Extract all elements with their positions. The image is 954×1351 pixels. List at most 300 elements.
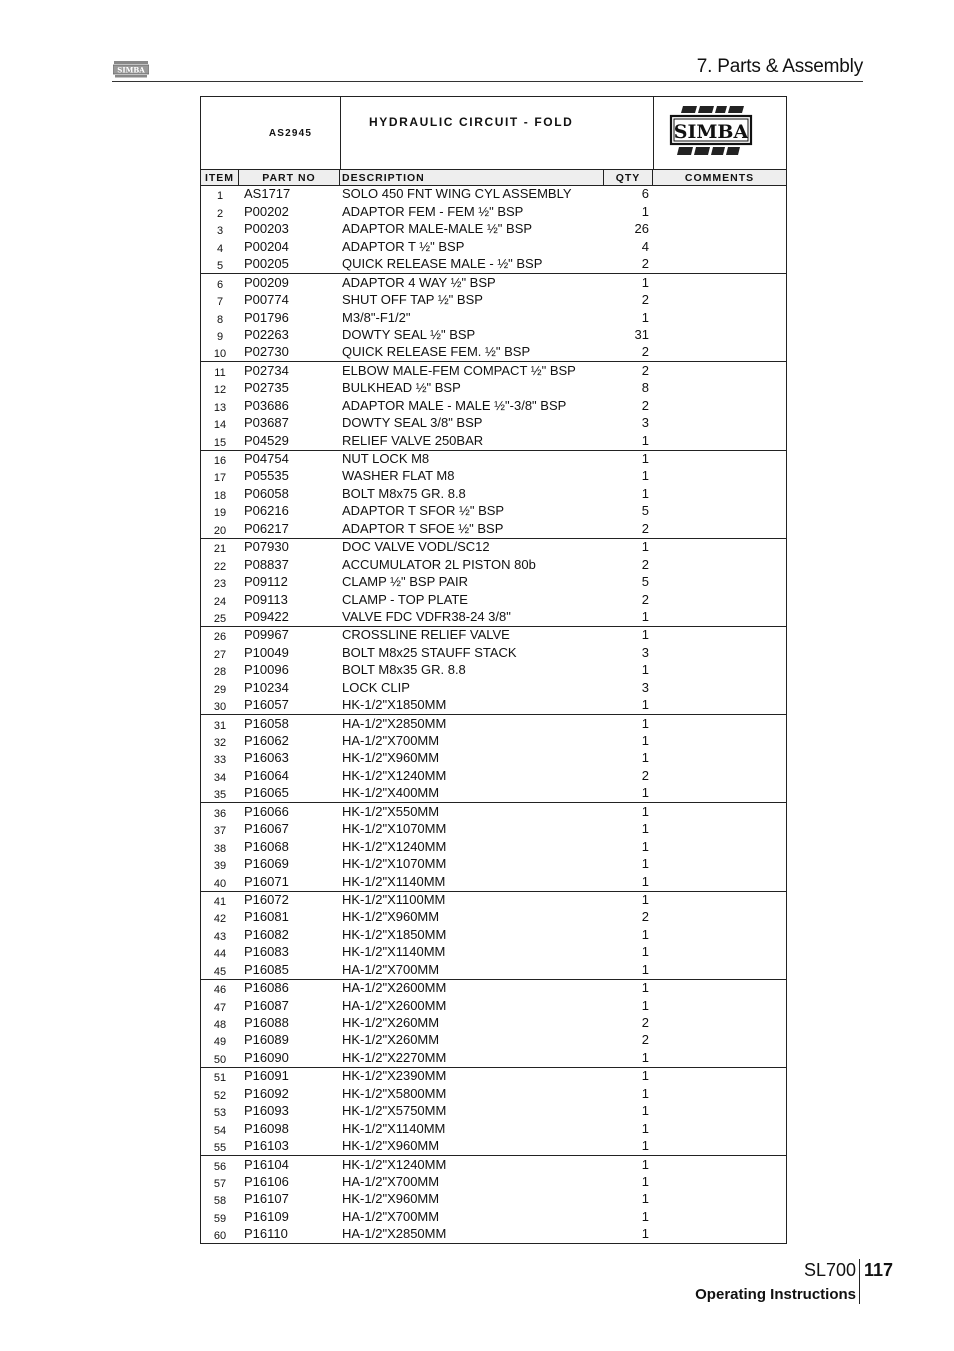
- item-number: 22: [213, 560, 227, 573]
- table-row: [201, 485, 786, 502]
- part-number: P04754: [244, 451, 289, 466]
- item-number: 20: [213, 524, 227, 537]
- part-description: HK-1/2"X1140MM: [342, 873, 446, 889]
- quantity: 5: [641, 574, 649, 590]
- table-row: [201, 1103, 786, 1120]
- quantity: 1: [641, 961, 649, 977]
- part-description: HK-1/2"X5750MM: [342, 1103, 447, 1119]
- page-number: 117: [864, 1260, 894, 1280]
- part-number: P16063: [244, 750, 289, 766]
- item-number: 43: [213, 930, 227, 943]
- item-number: 13: [213, 401, 227, 414]
- table-row: [201, 926, 786, 943]
- quantity: 1: [641, 1191, 649, 1207]
- table-row: [201, 1191, 786, 1208]
- table-row: [201, 909, 786, 926]
- quantity: 2: [641, 1032, 649, 1048]
- column-header-row: [200, 169, 787, 186]
- item-number: 49: [213, 1036, 227, 1049]
- quantity: 2: [641, 520, 649, 536]
- item-number: 21: [213, 543, 227, 556]
- quantity: 1: [641, 1156, 649, 1172]
- footer-divider: [859, 1259, 860, 1304]
- part-number: P16067: [244, 821, 289, 837]
- quantity: 1: [641, 432, 649, 448]
- quantity: 2: [641, 397, 649, 413]
- quantity: 1: [641, 926, 649, 942]
- item-number: 31: [213, 719, 227, 732]
- footer-subtitle: Operating Instructions: [695, 1286, 856, 1303]
- item-number: 55: [213, 1142, 227, 1155]
- part-number: P16107: [244, 1191, 289, 1207]
- quantity: 1: [641, 608, 649, 624]
- part-number: P02263: [244, 326, 289, 342]
- table-row: [201, 1174, 786, 1191]
- part-number: P00205: [244, 256, 289, 272]
- part-description: HK-1/2"X5800MM: [342, 1085, 447, 1101]
- table-row: [201, 1226, 786, 1243]
- header-rule: [112, 81, 863, 82]
- item-number: 40: [213, 877, 227, 890]
- table-row: [201, 591, 786, 608]
- table-row: [201, 644, 786, 661]
- part-description: CLAMP - TOP PLATE: [342, 591, 468, 607]
- table-row: [201, 574, 786, 591]
- part-description: ACCUMULATOR 2L PISTON 80b: [342, 556, 536, 572]
- part-description: ELBOW MALE-FEM COMPACT ½" BSP: [342, 362, 576, 378]
- item-number: 41: [213, 895, 227, 908]
- item-number: 26: [213, 631, 227, 644]
- table-row: [201, 785, 786, 802]
- brand-logo-text: SIMBA: [673, 121, 749, 143]
- part-description: DOWTY SEAL 3/8" BSP: [342, 415, 483, 431]
- part-number: P16069: [244, 856, 289, 872]
- table-row: [201, 361, 786, 379]
- item-number: 18: [213, 489, 227, 502]
- part-description: HK-1/2"X960MM: [342, 909, 440, 925]
- quantity: 5: [641, 503, 649, 519]
- part-number: P16081: [244, 909, 289, 925]
- quantity: 2: [641, 767, 649, 783]
- part-description: DOWTY SEAL ½" BSP: [342, 326, 476, 342]
- part-number: P16065: [244, 785, 289, 801]
- item-number: 29: [213, 683, 227, 696]
- part-description: HK-1/2"X960MM: [342, 1191, 440, 1207]
- parts-list: [200, 96, 787, 1244]
- table-row: [201, 714, 786, 732]
- table-row: [201, 256, 786, 273]
- quantity: 2: [641, 362, 649, 378]
- part-description: HK-1/2"X1140MM: [342, 944, 446, 960]
- part-description: ADAPTOR T SFOE ½" BSP: [342, 520, 504, 536]
- col-comments: COMMENTS: [684, 171, 755, 184]
- quantity: 1: [641, 1049, 649, 1065]
- part-description: CROSSLINE RELIEF VALVE: [342, 627, 510, 643]
- part-number: P00202: [244, 203, 289, 219]
- part-number: P16058: [244, 715, 289, 731]
- table-row: [201, 327, 786, 344]
- part-description: HK-1/2"X2390MM: [342, 1068, 447, 1084]
- item-number: 12: [213, 384, 227, 397]
- part-number: P09112: [244, 574, 288, 590]
- part-number: AS1717: [244, 186, 291, 202]
- quantity: 26: [634, 221, 649, 237]
- table-row: [201, 520, 786, 537]
- part-number: P16062: [244, 733, 289, 748]
- part-number: P16071: [244, 873, 289, 889]
- part-number: P16089: [244, 1032, 289, 1048]
- quantity: 1: [641, 856, 649, 872]
- table-row: [201, 679, 786, 696]
- item-number: 7: [216, 296, 224, 309]
- item-number: 23: [213, 578, 227, 591]
- part-number: P16103: [244, 1138, 289, 1154]
- quantity: 3: [641, 644, 649, 660]
- part-number: P16106: [244, 1173, 289, 1189]
- col-description: DESCRIPTION: [340, 170, 604, 185]
- part-description: ADAPTOR MALE - MALE ½"-3/8" BSP: [342, 397, 567, 413]
- table-row: [201, 221, 786, 238]
- item-number: 4: [216, 242, 224, 255]
- part-description: ADAPTOR 4 WAY ½" BSP: [342, 274, 496, 290]
- quantity: 1: [641, 1138, 649, 1154]
- part-description: HK-1/2"X1240MM: [342, 838, 447, 854]
- item-number: 16: [213, 455, 227, 467]
- quantity: 2: [641, 256, 649, 272]
- quantity: 1: [641, 203, 649, 219]
- quantity: 2: [641, 556, 649, 572]
- col-qty: QTY: [604, 170, 653, 185]
- part-number: P16082: [244, 926, 289, 942]
- item-number: 37: [213, 825, 227, 838]
- part-description: HK-1/2"X1850MM: [342, 697, 447, 713]
- table-row: [201, 450, 786, 468]
- part-description: HA-1/2"X700MM: [342, 1208, 440, 1224]
- quantity: 1: [641, 1173, 649, 1189]
- quantity: 1: [641, 1085, 649, 1101]
- quantity: 3: [641, 679, 649, 695]
- part-number: P16098: [244, 1120, 289, 1136]
- part-number: P16109: [244, 1208, 289, 1224]
- svg-text:SIMBA: SIMBA: [117, 65, 145, 75]
- item-number: 56: [213, 1160, 227, 1173]
- part-number: P10234: [244, 679, 289, 695]
- table-row: [201, 1049, 786, 1066]
- part-description: HK-1/2"X260MM: [342, 1015, 440, 1030]
- quantity: 1: [641, 785, 649, 801]
- table-row: [201, 556, 786, 573]
- quantity: 1: [641, 309, 649, 325]
- part-number: P16104: [244, 1156, 289, 1172]
- item-number: 60: [213, 1230, 227, 1243]
- table-row: [201, 697, 786, 714]
- part-number: P16068: [244, 838, 289, 854]
- item-number: 15: [213, 436, 227, 449]
- simba-logo-icon: [113, 60, 149, 78]
- quantity: 1: [641, 733, 649, 748]
- part-number: P02734: [244, 362, 289, 378]
- table-row: [201, 997, 786, 1014]
- part-description: HK-1/2"X400MM: [342, 785, 440, 801]
- item-number: 3: [216, 225, 224, 238]
- table-row: [201, 626, 786, 644]
- table-row: [201, 856, 786, 873]
- part-number: P06216: [244, 503, 289, 519]
- quantity: 31: [634, 326, 649, 342]
- quantity: 1: [641, 980, 649, 996]
- part-number: P16086: [244, 980, 289, 996]
- part-description: SOLO 450 FNT WING CYL ASSEMBLY: [342, 186, 572, 202]
- part-description: HA-1/2"X2600MM: [342, 980, 447, 996]
- part-description: HA-1/2"X700MM: [342, 733, 440, 748]
- quantity: 1: [641, 750, 649, 766]
- item-number: 53: [213, 1107, 227, 1120]
- item-number: 11: [214, 366, 226, 379]
- item-number: 28: [213, 666, 227, 679]
- part-description: HK-1/2"X1100MM: [342, 891, 446, 907]
- part-description: LOCK CLIP: [342, 679, 410, 695]
- part-number: P06217: [244, 520, 289, 536]
- quantity: 1: [641, 697, 649, 713]
- quantity: 1: [641, 539, 649, 555]
- part-number: P16110: [244, 1226, 288, 1242]
- quantity: 1: [641, 1068, 649, 1084]
- item-number: 24: [213, 595, 227, 608]
- quantity: 1: [641, 468, 649, 484]
- quantity: 6: [641, 186, 649, 202]
- table-row: [201, 538, 786, 556]
- table-row: [201, 1067, 786, 1085]
- item-number: 25: [213, 612, 227, 625]
- item-number: 34: [213, 771, 227, 784]
- item-number: 27: [213, 648, 227, 661]
- part-number: P00774: [244, 292, 289, 308]
- part-description: BOLT M8x25 STAUFF STACK: [342, 644, 517, 660]
- part-number: P16093: [244, 1103, 289, 1119]
- part-description: CLAMP ½" BSP PAIR: [342, 574, 469, 590]
- part-description: SHUT OFF TAP ½" BSP: [342, 292, 483, 308]
- table-row: [201, 503, 786, 520]
- table-row: [201, 944, 786, 961]
- quantity: 1: [641, 1208, 649, 1224]
- part-number: P16090: [244, 1049, 289, 1065]
- part-number: P16092: [244, 1085, 289, 1101]
- part-description: HK-1/2"X1240MM: [342, 1156, 447, 1172]
- part-number: P16087: [244, 997, 289, 1013]
- parts-list-header: [200, 96, 787, 169]
- part-description: DOC VALVE VODL/SC12: [342, 539, 490, 555]
- table-row: [201, 891, 786, 909]
- item-number: 8: [216, 313, 224, 326]
- quantity: 1: [641, 627, 649, 643]
- table-row: [201, 802, 786, 820]
- part-number: P02730: [244, 344, 289, 360]
- part-number: P09113: [244, 591, 288, 607]
- part-number: P16066: [244, 803, 289, 819]
- table-row: [201, 203, 786, 220]
- item-number: 36: [213, 807, 227, 820]
- table-row: [201, 1085, 786, 1102]
- quantity: 1: [641, 944, 649, 960]
- part-description: HA-1/2"X700MM: [342, 961, 440, 977]
- quantity: 1: [641, 997, 649, 1013]
- part-description: HK-1/2"X2270MM: [342, 1049, 447, 1065]
- part-description: BOLT M8x35 GR. 8.8: [342, 662, 466, 678]
- table-row: [201, 1120, 786, 1137]
- quantity: 2: [641, 292, 649, 308]
- col-item: ITEM: [201, 170, 239, 185]
- part-number: P01796: [244, 309, 289, 325]
- part-number: P16085: [244, 961, 289, 977]
- assembly-code: AS2945: [268, 127, 313, 139]
- part-number: P08837: [244, 556, 289, 572]
- item-number: 38: [213, 842, 227, 855]
- part-number: P02735: [244, 380, 289, 396]
- part-description: HK-1/2"X1850MM: [342, 926, 447, 942]
- part-number: P09422: [244, 608, 289, 624]
- table-row: [201, 1015, 786, 1032]
- col-part-no: PART NO: [239, 170, 340, 185]
- item-number: 39: [213, 860, 227, 873]
- table-bottom-rule: [200, 1243, 787, 1244]
- quantity: 1: [641, 715, 649, 731]
- quantity: 1: [641, 873, 649, 889]
- part-description: ADAPTOR MALE-MALE ½" BSP: [342, 221, 533, 237]
- part-number: P16072: [244, 891, 289, 907]
- part-description: HK-1/2"X550MM: [342, 803, 440, 819]
- table-row: [201, 821, 786, 838]
- item-number: 45: [213, 965, 227, 978]
- item-number: 19: [213, 507, 227, 520]
- part-description: HK-1/2"X1240MM: [342, 767, 447, 783]
- item-number: 14: [213, 419, 227, 432]
- part-description: ADAPTOR T SFOR ½" BSP: [342, 503, 505, 519]
- quantity: 1: [641, 821, 649, 837]
- table-row: [201, 1208, 786, 1225]
- item-number: 30: [213, 701, 227, 714]
- quantity: 4: [641, 238, 649, 254]
- table-row: [201, 838, 786, 855]
- part-number: P16091: [244, 1068, 289, 1084]
- quantity: 3: [641, 415, 649, 431]
- part-description: VALVE FDC VDFR38-24 3/8": [342, 608, 511, 624]
- part-description: WASHER FLAT M8: [342, 468, 455, 484]
- table-row: [201, 415, 786, 432]
- quantity: 1: [641, 274, 649, 290]
- item-number: 46: [213, 984, 227, 997]
- table-row: [201, 979, 786, 997]
- item-number: 5: [216, 260, 224, 273]
- part-number: P16064: [244, 767, 289, 783]
- part-number: P10096: [244, 662, 289, 678]
- part-description: HK-1/2"X260MM: [342, 1032, 440, 1048]
- part-description: HK-1/2"X1140MM: [342, 1120, 446, 1136]
- part-description: HA-1/2"X2850MM: [342, 715, 447, 731]
- quantity: 1: [641, 1120, 649, 1136]
- table-row: [201, 344, 786, 361]
- quantity: 1: [641, 1226, 649, 1242]
- table-row: [201, 238, 786, 255]
- simba-brand-logo: [669, 103, 753, 159]
- part-number: P04529: [244, 432, 289, 448]
- parts-rows: [200, 186, 787, 1243]
- table-row: [201, 733, 786, 750]
- part-number: P07930: [244, 539, 289, 555]
- part-description: NUT LOCK M8: [342, 451, 430, 466]
- item-number: 6: [216, 278, 224, 291]
- table-row: [201, 750, 786, 767]
- table-row: [201, 186, 786, 203]
- quantity: 1: [641, 662, 649, 678]
- part-number: P06058: [244, 485, 289, 501]
- part-description: HK-1/2"X960MM: [342, 750, 440, 766]
- part-description: ADAPTOR T ½" BSP: [342, 238, 465, 254]
- table-row: [201, 468, 786, 485]
- table-row: [201, 380, 786, 397]
- item-number: 44: [213, 948, 227, 961]
- quantity: 2: [641, 1015, 649, 1030]
- item-number: 51: [213, 1072, 227, 1085]
- item-number: 2: [216, 207, 224, 220]
- part-description: HA-1/2"X700MM: [342, 1173, 440, 1189]
- part-description: HA-1/2"X2600MM: [342, 997, 447, 1013]
- table-row: [201, 292, 786, 309]
- item-number: 32: [213, 737, 227, 749]
- part-description: HA-1/2"X2850MM: [342, 1226, 447, 1242]
- part-number: P16057: [244, 697, 289, 713]
- item-number: 58: [213, 1195, 227, 1208]
- section-title: 7. Parts & Assembly: [696, 56, 863, 77]
- quantity: 2: [641, 591, 649, 607]
- part-number: P16083: [244, 944, 289, 960]
- table-row: [201, 1138, 786, 1155]
- item-number: 42: [213, 913, 227, 926]
- item-number: 33: [213, 754, 227, 767]
- item-number: 57: [213, 1177, 227, 1190]
- quantity: 1: [641, 803, 649, 819]
- table-row: [201, 767, 786, 784]
- quantity: 2: [641, 344, 649, 360]
- part-description: QUICK RELEASE FEM. ½" BSP: [342, 344, 531, 360]
- table-row: [201, 397, 786, 414]
- part-description: HK-1/2"X1070MM: [342, 856, 447, 872]
- table-row: [201, 309, 786, 326]
- part-description: RELIEF VALVE 250BAR: [342, 432, 484, 448]
- quantity: 8: [641, 380, 649, 396]
- part-number: P00203: [244, 221, 289, 237]
- part-number: P00204: [244, 238, 289, 254]
- part-description: ADAPTOR FEM - FEM ½" BSP: [342, 203, 524, 219]
- table-row: [201, 1032, 786, 1049]
- part-description: HK-1/2"X960MM: [342, 1138, 440, 1154]
- table-row: [201, 273, 786, 291]
- part-number: P03687: [244, 415, 289, 431]
- assembly-title: HYDRAULIC CIRCUIT - FOLD: [369, 115, 574, 129]
- part-description: QUICK RELEASE MALE - ½" BSP: [342, 256, 543, 272]
- part-number: P09967: [244, 627, 289, 643]
- part-description: M3/8"-F1/2": [342, 309, 411, 325]
- item-number: 54: [213, 1124, 227, 1137]
- quantity: 2: [641, 909, 649, 925]
- item-number: 59: [213, 1212, 227, 1225]
- part-number: P05535: [244, 468, 289, 484]
- part-description: BULKHEAD ½" BSP: [342, 380, 461, 396]
- item-number: 17: [213, 472, 227, 485]
- part-description: BOLT M8x75 GR. 8.8: [342, 485, 466, 501]
- part-number: P16088: [244, 1015, 289, 1030]
- item-number: 52: [213, 1089, 227, 1102]
- item-number: 48: [213, 1019, 227, 1031]
